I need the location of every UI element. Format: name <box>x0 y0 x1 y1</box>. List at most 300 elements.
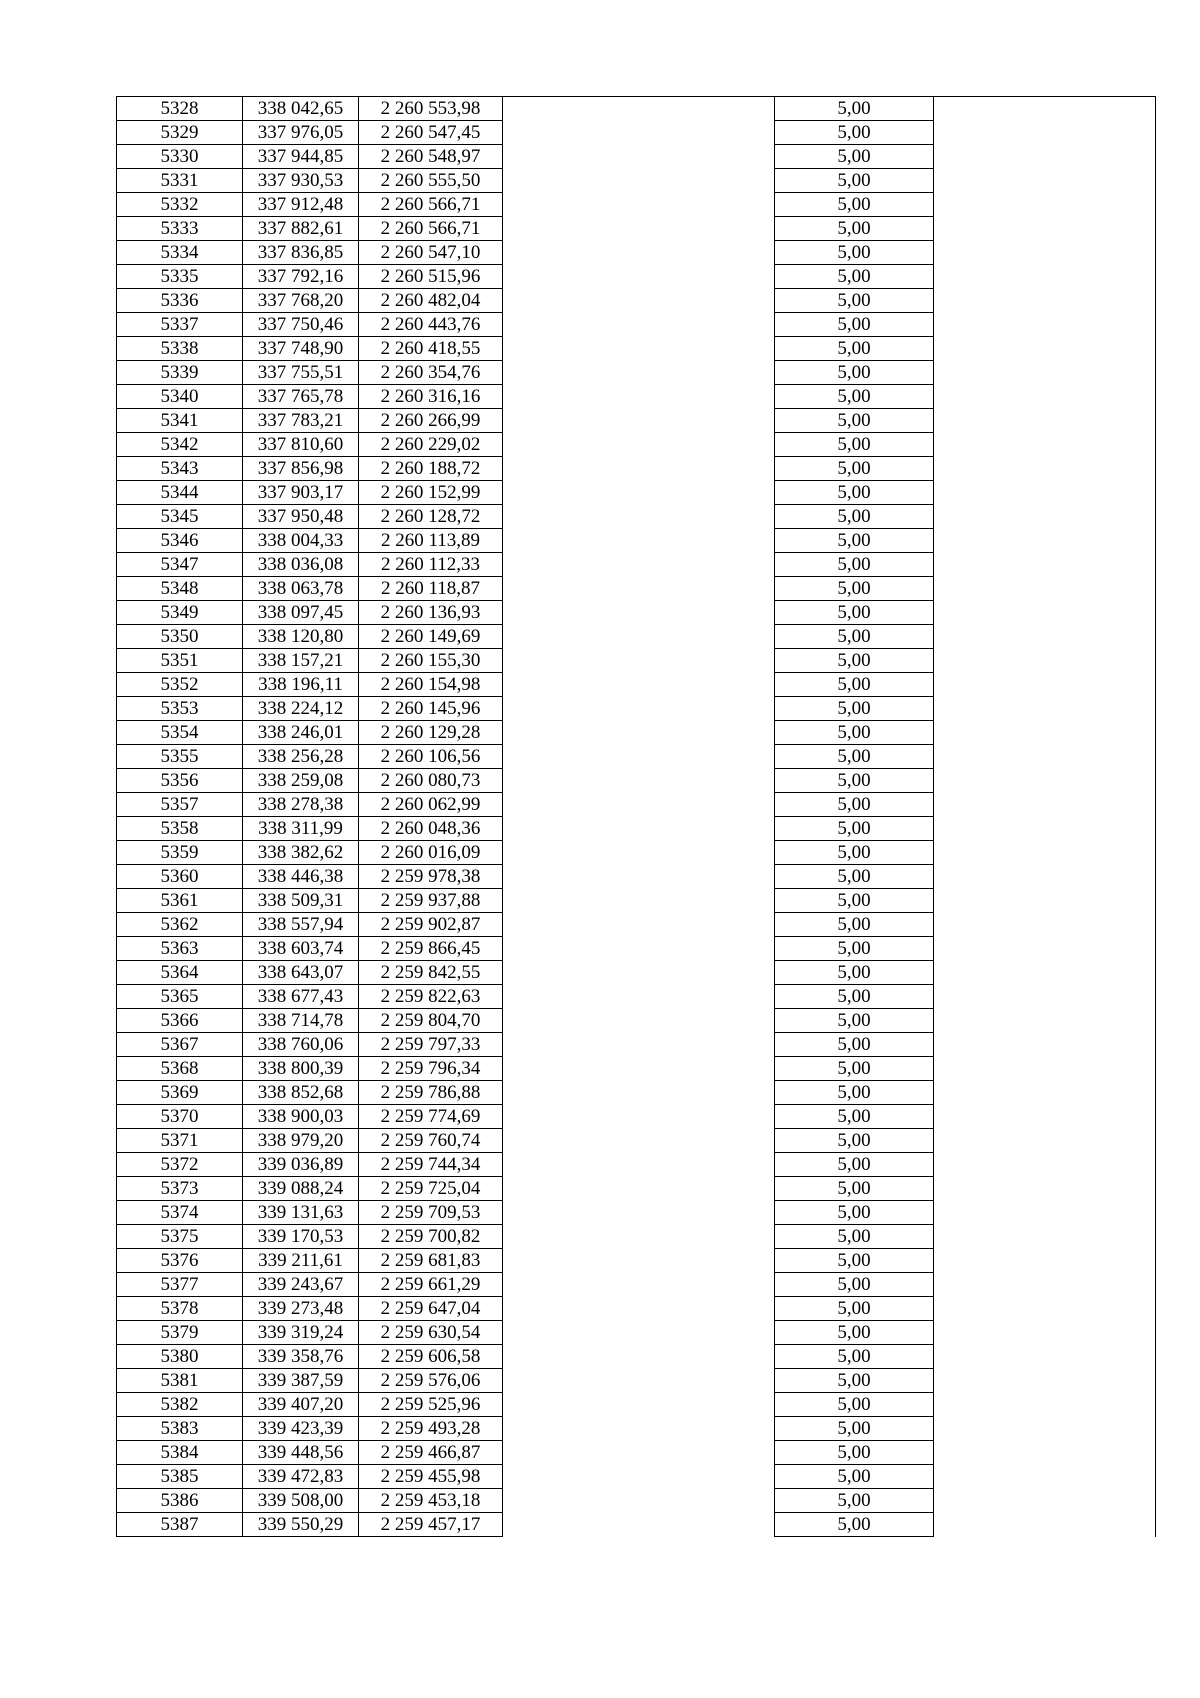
empty-cell <box>503 1273 775 1297</box>
empty-cell <box>503 961 775 985</box>
empty-cell <box>503 673 775 697</box>
y-coordinate-cell: 2 259 796,34 <box>359 1057 503 1081</box>
y-coordinate-cell: 2 259 466,87 <box>359 1441 503 1465</box>
point-number-cell: 5330 <box>117 145 243 169</box>
y-coordinate-cell: 2 259 978,38 <box>359 865 503 889</box>
point-number-cell: 5383 <box>117 1417 243 1441</box>
point-number-cell: 5368 <box>117 1057 243 1081</box>
table-row <box>117 433 1156 457</box>
y-coordinate-cell: 2 260 080,73 <box>359 769 503 793</box>
y-coordinate-cell: 2 259 681,83 <box>359 1249 503 1273</box>
value-cell: 5,00 <box>775 457 934 481</box>
value-cell: 5,00 <box>775 385 934 409</box>
x-coordinate-cell: 338 120,80 <box>243 625 359 649</box>
empty-cell <box>503 841 775 865</box>
empty-cell <box>503 217 775 241</box>
empty-cell <box>503 121 775 145</box>
value-cell: 5,00 <box>775 145 934 169</box>
empty-cell <box>503 649 775 673</box>
empty-cell <box>934 769 1156 793</box>
x-coordinate-cell: 339 387,59 <box>243 1369 359 1393</box>
empty-cell <box>503 937 775 961</box>
value-cell: 5,00 <box>775 889 934 913</box>
x-coordinate-cell: 338 382,62 <box>243 841 359 865</box>
empty-cell <box>934 385 1156 409</box>
value-cell: 5,00 <box>775 1081 934 1105</box>
empty-cell <box>503 1129 775 1153</box>
y-coordinate-cell: 2 260 566,71 <box>359 217 503 241</box>
y-coordinate-cell: 2 259 525,96 <box>359 1393 503 1417</box>
empty-cell <box>934 1009 1156 1033</box>
y-coordinate-cell: 2 260 128,72 <box>359 505 503 529</box>
x-coordinate-cell: 338 979,20 <box>243 1129 359 1153</box>
empty-cell <box>934 313 1156 337</box>
value-cell: 5,00 <box>775 1273 934 1297</box>
x-coordinate-cell: 339 170,53 <box>243 1225 359 1249</box>
point-number-cell: 5374 <box>117 1201 243 1225</box>
empty-cell <box>503 1081 775 1105</box>
x-coordinate-cell: 337 792,16 <box>243 265 359 289</box>
empty-cell <box>934 145 1156 169</box>
empty-cell <box>934 361 1156 385</box>
empty-cell <box>503 1153 775 1177</box>
x-coordinate-cell: 338 042,65 <box>243 97 359 121</box>
empty-cell <box>503 1321 775 1345</box>
value-cell: 5,00 <box>775 1009 934 1033</box>
empty-cell <box>934 1201 1156 1225</box>
value-cell: 5,00 <box>775 1465 934 1489</box>
value-cell: 5,00 <box>775 529 934 553</box>
x-coordinate-cell: 337 748,90 <box>243 337 359 361</box>
point-number-cell: 5331 <box>117 169 243 193</box>
point-number-cell: 5336 <box>117 289 243 313</box>
empty-cell <box>934 577 1156 601</box>
point-number-cell: 5339 <box>117 361 243 385</box>
point-number-cell: 5328 <box>117 97 243 121</box>
x-coordinate-cell: 338 446,38 <box>243 865 359 889</box>
table-row <box>117 1057 1156 1081</box>
x-coordinate-cell: 339 036,89 <box>243 1153 359 1177</box>
table-row <box>117 817 1156 841</box>
x-coordinate-cell: 338 097,45 <box>243 601 359 625</box>
empty-cell <box>503 97 775 121</box>
x-coordinate-cell: 338 036,08 <box>243 553 359 577</box>
table-row <box>117 841 1156 865</box>
x-coordinate-cell: 338 256,28 <box>243 745 359 769</box>
x-coordinate-cell: 339 448,56 <box>243 1441 359 1465</box>
x-coordinate-cell: 339 131,63 <box>243 1201 359 1225</box>
value-cell: 5,00 <box>775 289 934 313</box>
empty-cell <box>503 1225 775 1249</box>
empty-cell <box>503 1201 775 1225</box>
x-coordinate-cell: 337 856,98 <box>243 457 359 481</box>
y-coordinate-cell: 2 260 553,98 <box>359 97 503 121</box>
empty-cell <box>934 1081 1156 1105</box>
value-cell: 5,00 <box>775 97 934 121</box>
empty-cell <box>934 1249 1156 1273</box>
point-number-cell: 5372 <box>117 1153 243 1177</box>
value-cell: 5,00 <box>775 817 934 841</box>
y-coordinate-cell: 2 260 482,04 <box>359 289 503 313</box>
table-row <box>117 721 1156 745</box>
table-row <box>117 529 1156 553</box>
empty-cell <box>934 481 1156 505</box>
point-number-cell: 5343 <box>117 457 243 481</box>
point-number-cell: 5334 <box>117 241 243 265</box>
x-coordinate-cell: 338 603,74 <box>243 937 359 961</box>
value-cell: 5,00 <box>775 1249 934 1273</box>
point-number-cell: 5349 <box>117 601 243 625</box>
table-row <box>117 961 1156 985</box>
y-coordinate-cell: 2 260 155,30 <box>359 649 503 673</box>
point-number-cell: 5373 <box>117 1177 243 1201</box>
empty-cell <box>503 1489 775 1513</box>
table-row <box>117 1345 1156 1369</box>
y-coordinate-cell: 2 260 112,33 <box>359 553 503 577</box>
point-number-cell: 5378 <box>117 1297 243 1321</box>
table-row <box>117 313 1156 337</box>
empty-cell <box>503 241 775 265</box>
x-coordinate-cell: 339 358,76 <box>243 1345 359 1369</box>
point-number-cell: 5381 <box>117 1369 243 1393</box>
point-number-cell: 5342 <box>117 433 243 457</box>
empty-cell <box>934 409 1156 433</box>
empty-cell <box>503 361 775 385</box>
y-coordinate-cell: 2 259 725,04 <box>359 1177 503 1201</box>
x-coordinate-cell: 338 278,38 <box>243 793 359 817</box>
point-number-cell: 5341 <box>117 409 243 433</box>
value-cell: 5,00 <box>775 193 934 217</box>
value-cell: 5,00 <box>775 1489 934 1513</box>
point-number-cell: 5371 <box>117 1129 243 1153</box>
empty-cell <box>934 697 1156 721</box>
point-number-cell: 5332 <box>117 193 243 217</box>
coordinates-table-body <box>117 97 1156 1537</box>
y-coordinate-cell: 2 259 661,29 <box>359 1273 503 1297</box>
table-row <box>117 793 1156 817</box>
value-cell: 5,00 <box>775 1369 934 1393</box>
table-row <box>117 361 1156 385</box>
y-coordinate-cell: 2 260 145,96 <box>359 697 503 721</box>
value-cell: 5,00 <box>775 577 934 601</box>
y-coordinate-cell: 2 259 797,33 <box>359 1033 503 1057</box>
x-coordinate-cell: 337 783,21 <box>243 409 359 433</box>
point-number-cell: 5385 <box>117 1465 243 1489</box>
empty-cell <box>934 265 1156 289</box>
y-coordinate-cell: 2 260 354,76 <box>359 361 503 385</box>
point-number-cell: 5363 <box>117 937 243 961</box>
value-cell: 5,00 <box>775 697 934 721</box>
y-coordinate-cell: 2 259 774,69 <box>359 1105 503 1129</box>
value-cell: 5,00 <box>775 625 934 649</box>
empty-cell <box>934 1417 1156 1441</box>
empty-cell <box>934 553 1156 577</box>
y-coordinate-cell: 2 259 606,58 <box>359 1345 503 1369</box>
point-number-cell: 5346 <box>117 529 243 553</box>
point-number-cell: 5345 <box>117 505 243 529</box>
table-row <box>117 121 1156 145</box>
table-row <box>117 1225 1156 1249</box>
empty-cell <box>503 985 775 1009</box>
x-coordinate-cell: 337 882,61 <box>243 217 359 241</box>
point-number-cell: 5350 <box>117 625 243 649</box>
y-coordinate-cell: 2 259 493,28 <box>359 1417 503 1441</box>
y-coordinate-cell: 2 260 062,99 <box>359 793 503 817</box>
x-coordinate-cell: 337 944,85 <box>243 145 359 169</box>
empty-cell <box>503 193 775 217</box>
table-row <box>117 1321 1156 1345</box>
table-row <box>117 1033 1156 1057</box>
value-cell: 5,00 <box>775 1345 934 1369</box>
value-cell: 5,00 <box>775 337 934 361</box>
empty-cell <box>934 193 1156 217</box>
table-row <box>117 1009 1156 1033</box>
empty-cell <box>503 289 775 313</box>
table-row <box>117 265 1156 289</box>
empty-cell <box>934 1129 1156 1153</box>
table-row <box>117 145 1156 169</box>
y-coordinate-cell: 2 260 188,72 <box>359 457 503 481</box>
empty-cell <box>503 433 775 457</box>
x-coordinate-cell: 339 550,29 <box>243 1513 359 1537</box>
y-coordinate-cell: 2 260 555,50 <box>359 169 503 193</box>
y-coordinate-cell: 2 260 443,76 <box>359 313 503 337</box>
value-cell: 5,00 <box>775 769 934 793</box>
empty-cell <box>503 601 775 625</box>
y-coordinate-cell: 2 260 106,56 <box>359 745 503 769</box>
x-coordinate-cell: 339 243,67 <box>243 1273 359 1297</box>
table-row <box>117 409 1156 433</box>
table-row <box>117 1249 1156 1273</box>
empty-cell <box>934 289 1156 313</box>
x-coordinate-cell: 337 750,46 <box>243 313 359 337</box>
empty-cell <box>503 817 775 841</box>
empty-cell <box>934 1105 1156 1129</box>
x-coordinate-cell: 338 509,31 <box>243 889 359 913</box>
y-coordinate-cell: 2 260 229,02 <box>359 433 503 457</box>
empty-cell <box>934 1177 1156 1201</box>
x-coordinate-cell: 339 472,83 <box>243 1465 359 1489</box>
table-row <box>117 1417 1156 1441</box>
y-coordinate-cell: 2 260 547,10 <box>359 241 503 265</box>
value-cell: 5,00 <box>775 481 934 505</box>
empty-cell <box>503 1009 775 1033</box>
x-coordinate-cell: 338 157,21 <box>243 649 359 673</box>
empty-cell <box>503 1441 775 1465</box>
point-number-cell: 5338 <box>117 337 243 361</box>
empty-cell <box>934 529 1156 553</box>
empty-cell <box>934 961 1156 985</box>
y-coordinate-cell: 2 260 316,16 <box>359 385 503 409</box>
y-coordinate-cell: 2 259 457,17 <box>359 1513 503 1537</box>
table-row <box>117 937 1156 961</box>
value-cell: 5,00 <box>775 913 934 937</box>
point-number-cell: 5376 <box>117 1249 243 1273</box>
value-cell: 5,00 <box>775 433 934 457</box>
value-cell: 5,00 <box>775 673 934 697</box>
empty-cell <box>934 241 1156 265</box>
x-coordinate-cell: 338 714,78 <box>243 1009 359 1033</box>
point-number-cell: 5367 <box>117 1033 243 1057</box>
table-row <box>117 1081 1156 1105</box>
value-cell: 5,00 <box>775 121 934 145</box>
x-coordinate-cell: 338 677,43 <box>243 985 359 1009</box>
empty-cell <box>503 1105 775 1129</box>
empty-cell <box>503 457 775 481</box>
y-coordinate-cell: 2 260 152,99 <box>359 481 503 505</box>
x-coordinate-cell: 337 976,05 <box>243 121 359 145</box>
table-row <box>117 601 1156 625</box>
y-coordinate-cell: 2 260 113,89 <box>359 529 503 553</box>
empty-cell <box>503 1297 775 1321</box>
empty-cell <box>503 745 775 769</box>
empty-cell <box>934 985 1156 1009</box>
empty-cell <box>934 1297 1156 1321</box>
value-cell: 5,00 <box>775 1297 934 1321</box>
table-row <box>117 385 1156 409</box>
empty-cell <box>503 481 775 505</box>
point-number-cell: 5384 <box>117 1441 243 1465</box>
value-cell: 5,00 <box>775 1153 934 1177</box>
empty-cell <box>503 1177 775 1201</box>
value-cell: 5,00 <box>775 649 934 673</box>
empty-cell <box>503 1393 775 1417</box>
table-row <box>117 625 1156 649</box>
empty-cell <box>934 1225 1156 1249</box>
table-row <box>117 457 1156 481</box>
table-row <box>117 169 1156 193</box>
empty-cell <box>503 865 775 889</box>
value-cell: 5,00 <box>775 601 934 625</box>
table-row <box>117 505 1156 529</box>
empty-cell <box>503 409 775 433</box>
empty-cell <box>503 169 775 193</box>
value-cell: 5,00 <box>775 265 934 289</box>
empty-cell <box>934 745 1156 769</box>
point-number-cell: 5369 <box>117 1081 243 1105</box>
table-row <box>117 1201 1156 1225</box>
point-number-cell: 5357 <box>117 793 243 817</box>
value-cell: 5,00 <box>775 1225 934 1249</box>
empty-cell <box>934 505 1156 529</box>
y-coordinate-cell: 2 259 842,55 <box>359 961 503 985</box>
table-row <box>117 1297 1156 1321</box>
point-number-cell: 5329 <box>117 121 243 145</box>
x-coordinate-cell: 338 311,99 <box>243 817 359 841</box>
value-cell: 5,00 <box>775 1393 934 1417</box>
empty-cell <box>934 793 1156 817</box>
point-number-cell: 5337 <box>117 313 243 337</box>
value-cell: 5,00 <box>775 1513 934 1537</box>
value-cell: 5,00 <box>775 241 934 265</box>
value-cell: 5,00 <box>775 1105 934 1129</box>
empty-cell <box>934 601 1156 625</box>
table-row <box>117 913 1156 937</box>
empty-cell <box>934 649 1156 673</box>
empty-cell <box>503 1465 775 1489</box>
empty-cell <box>503 577 775 601</box>
table-row <box>117 1273 1156 1297</box>
empty-cell <box>934 121 1156 145</box>
value-cell: 5,00 <box>775 1033 934 1057</box>
y-coordinate-cell: 2 259 455,98 <box>359 1465 503 1489</box>
point-number-cell: 5358 <box>117 817 243 841</box>
empty-cell <box>503 1057 775 1081</box>
table-row <box>117 1489 1156 1513</box>
value-cell: 5,00 <box>775 745 934 769</box>
point-number-cell: 5344 <box>117 481 243 505</box>
x-coordinate-cell: 338 643,07 <box>243 961 359 985</box>
x-coordinate-cell: 339 088,24 <box>243 1177 359 1201</box>
y-coordinate-cell: 2 260 016,09 <box>359 841 503 865</box>
empty-cell <box>934 1369 1156 1393</box>
x-coordinate-cell: 337 836,85 <box>243 241 359 265</box>
y-coordinate-cell: 2 259 786,88 <box>359 1081 503 1105</box>
x-coordinate-cell: 339 407,20 <box>243 1393 359 1417</box>
empty-cell <box>934 1489 1156 1513</box>
table-row <box>117 1105 1156 1129</box>
y-coordinate-cell: 2 259 630,54 <box>359 1321 503 1345</box>
y-coordinate-cell: 2 260 149,69 <box>359 625 503 649</box>
y-coordinate-cell: 2 260 547,45 <box>359 121 503 145</box>
x-coordinate-cell: 337 765,78 <box>243 385 359 409</box>
empty-cell <box>503 721 775 745</box>
point-number-cell: 5387 <box>117 1513 243 1537</box>
empty-cell <box>503 265 775 289</box>
empty-cell <box>934 865 1156 889</box>
y-coordinate-cell: 2 259 709,53 <box>359 1201 503 1225</box>
table-row <box>117 1393 1156 1417</box>
y-coordinate-cell: 2 259 453,18 <box>359 1489 503 1513</box>
table-row <box>117 1153 1156 1177</box>
value-cell: 5,00 <box>775 553 934 577</box>
point-number-cell: 5362 <box>117 913 243 937</box>
table-row <box>117 1177 1156 1201</box>
value-cell: 5,00 <box>775 793 934 817</box>
value-cell: 5,00 <box>775 1201 934 1225</box>
empty-cell <box>934 337 1156 361</box>
table-row <box>117 217 1156 241</box>
value-cell: 5,00 <box>775 409 934 433</box>
x-coordinate-cell: 337 912,48 <box>243 193 359 217</box>
value-cell: 5,00 <box>775 1177 934 1201</box>
x-coordinate-cell: 338 900,03 <box>243 1105 359 1129</box>
point-number-cell: 5352 <box>117 673 243 697</box>
table-row <box>117 865 1156 889</box>
empty-cell <box>503 1033 775 1057</box>
y-coordinate-cell: 2 260 515,96 <box>359 265 503 289</box>
x-coordinate-cell: 338 259,08 <box>243 769 359 793</box>
empty-cell <box>934 1441 1156 1465</box>
x-coordinate-cell: 339 211,61 <box>243 1249 359 1273</box>
value-cell: 5,00 <box>775 1321 934 1345</box>
empty-cell <box>934 433 1156 457</box>
empty-cell <box>934 169 1156 193</box>
table-row <box>117 1129 1156 1153</box>
empty-cell <box>934 97 1156 121</box>
value-cell: 5,00 <box>775 1129 934 1153</box>
empty-cell <box>503 337 775 361</box>
empty-cell <box>503 1513 775 1537</box>
point-number-cell: 5380 <box>117 1345 243 1369</box>
empty-cell <box>503 625 775 649</box>
x-coordinate-cell: 338 852,68 <box>243 1081 359 1105</box>
value-cell: 5,00 <box>775 1417 934 1441</box>
x-coordinate-cell: 339 423,39 <box>243 1417 359 1441</box>
empty-cell <box>503 553 775 577</box>
coordinates-table <box>116 96 1156 1537</box>
x-coordinate-cell: 337 768,20 <box>243 289 359 313</box>
